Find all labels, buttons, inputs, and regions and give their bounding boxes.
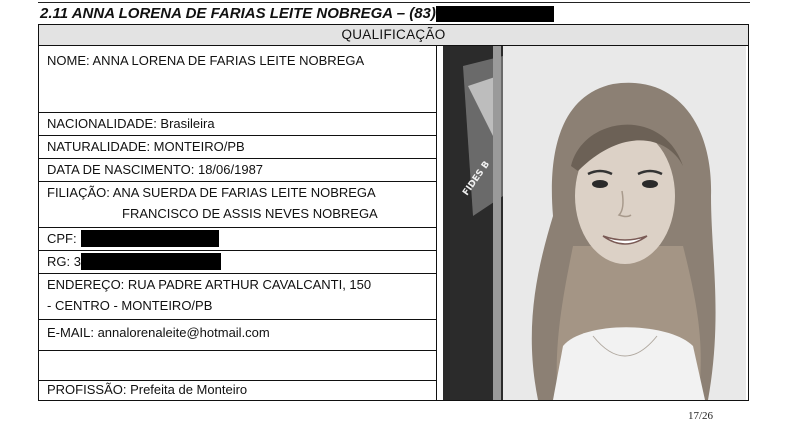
top-rule: [38, 2, 750, 3]
field-nome-text: NOME: ANNA LORENA DE FARIAS LEITE NOBREGA: [47, 53, 365, 68]
form-fields: [39, 46, 437, 400]
field-blank: [39, 351, 436, 381]
field-profissao-text: PROFISSÃO: Prefeita de Monteiro: [47, 382, 248, 397]
section-heading: [40, 5, 554, 23]
field-filiacao-line-2: FRANCISCO DE ASSIS NEVES NOBREGA: [122, 206, 378, 221]
field-naturalidade: [39, 136, 436, 159]
rg-redaction: [81, 253, 221, 270]
field-endereco-line-2: - CENTRO - MONTEIRO/PB: [47, 298, 213, 313]
flag-text: FIDES B: [461, 159, 493, 198]
page-number: 17/26: [688, 410, 714, 422]
section-heading-text: 2.11 ANNA LORENA DE FARIAS LEITE NOBREGA – (83): [40, 5, 436, 22]
field-cpf-label: CPF:: [47, 231, 77, 246]
qualification-form: [38, 24, 749, 401]
field-filiacao: [39, 182, 436, 228]
field-nome: [39, 46, 436, 113]
field-cpf: [39, 228, 436, 251]
cpf-redaction: [81, 230, 219, 247]
field-nacionalidade: [39, 113, 436, 136]
phone-redaction: [436, 6, 554, 22]
field-nacionalidade-text: NACIONALIDADE: Brasileira: [47, 116, 215, 131]
form-header: QUALIFICAÇÃO: [39, 25, 748, 46]
field-rg-label: RG: 3: [47, 254, 81, 269]
field-email-text: E-MAIL: annalorenaleite@hotmail.com: [47, 325, 270, 340]
field-email: [39, 320, 436, 351]
field-nascimento-text: DATA DE NASCIMENTO: 18/06/1987: [47, 162, 264, 177]
portrait-image: [443, 46, 746, 400]
field-naturalidade-text: NATURALIDADE: MONTEIRO/PB: [47, 139, 245, 154]
field-filiacao-line-1: FILIAÇÃO: ANA SUERDA DE FARIAS LEITE NOBREGA: [47, 185, 376, 200]
field-rg: [39, 251, 436, 274]
field-endereco: [39, 274, 436, 320]
field-endereco-line-1: ENDEREÇO: RUA PADRE ARTHUR CAVALCANTI, 150: [47, 277, 372, 292]
field-profissao: [39, 381, 436, 400]
field-nascimento: [39, 159, 436, 182]
portrait-photo: [443, 46, 746, 400]
